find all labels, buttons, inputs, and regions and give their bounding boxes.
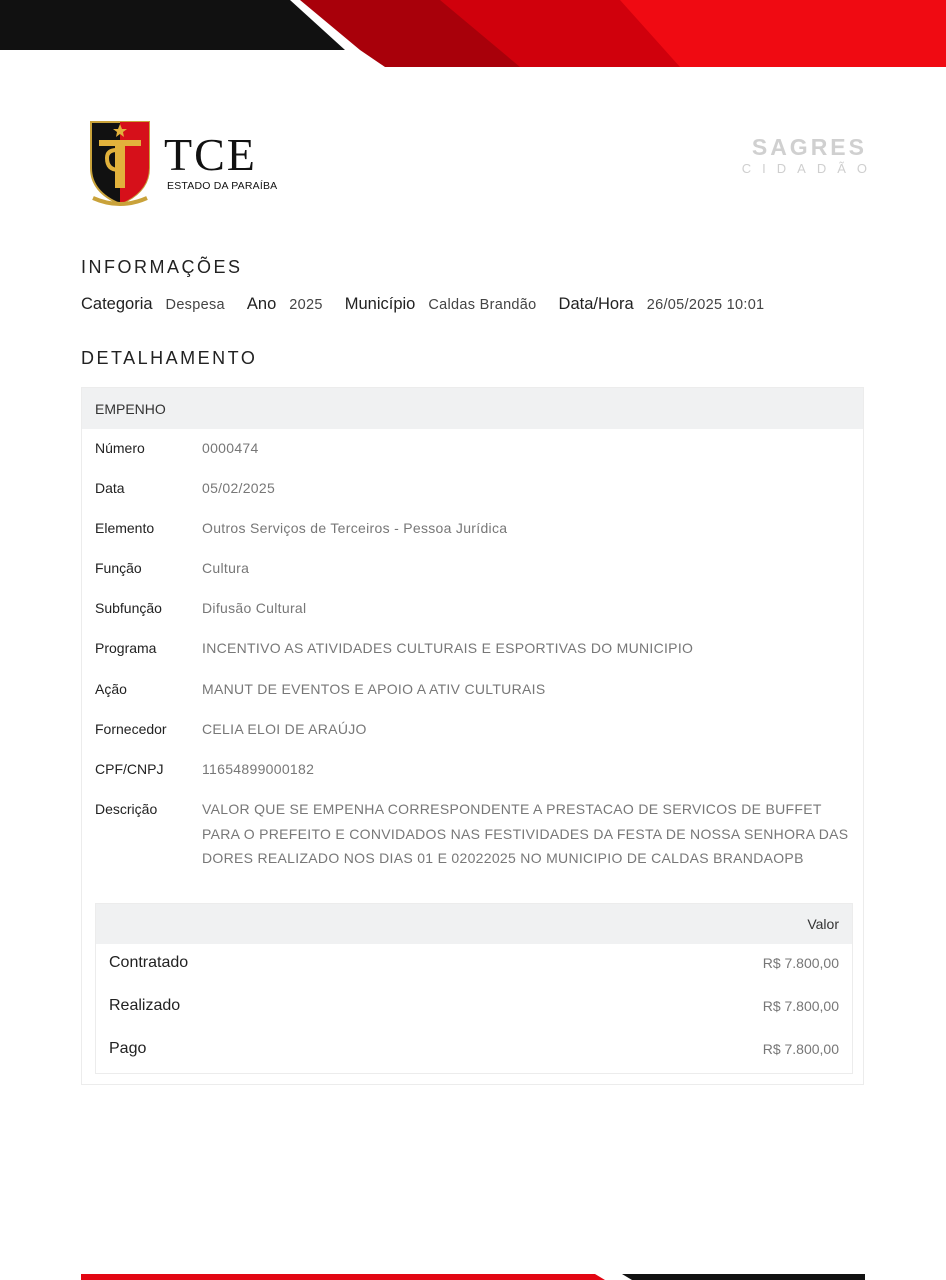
valores-table xyxy=(95,903,853,1074)
field-value: MANUT DE EVENTOS E APOIO A ATIV CULTURAIS xyxy=(202,681,546,697)
valor-label-contratado: Contratado xyxy=(109,954,189,971)
section-title-informacoes: INFORMAÇÕES xyxy=(81,257,243,277)
table-row xyxy=(96,1030,852,1070)
info-label-data-hora: Data/Hora xyxy=(558,295,634,313)
field-value: 05/02/2025 xyxy=(202,480,276,496)
table-row xyxy=(96,944,852,984)
field-value: VALOR QUE SE EMPENHA CORRESPONDENTE A PRESTACAO DE SERVICOS DE BUFFET PARA O PREFEITO E CONVIDADOS NAS FESTIVIDADES DA FESTA DE NOSSA SENHORA DAS DORES REALIZADO NOS DIAS 01 E 02022025 NO MUNICIPIO DE CALDAS BRANDAOPB xyxy=(202,801,849,866)
field-value: Cultura xyxy=(202,560,250,576)
field-value: INCENTIVO AS ATIVIDADES CULTURAIS E ESPORTIVAS DO MUNICIPIO xyxy=(202,640,694,656)
field-label: CPF/CNPJ xyxy=(95,761,164,777)
info-label-municipio: Município xyxy=(344,295,416,313)
valor-value-contratado: R$ 7.800,00 xyxy=(762,955,839,971)
info-value-municipio: Caldas Brandão xyxy=(428,297,537,313)
info-value-data-hora: 26/05/2025 10:01 xyxy=(646,297,765,313)
tce-title: TCE xyxy=(164,129,257,180)
field-label: Fornecedor xyxy=(95,721,167,737)
info-value-categoria: Despesa xyxy=(165,297,225,313)
valor-label-realizado: Realizado xyxy=(109,997,181,1014)
field-label: Descrição xyxy=(95,801,158,817)
field-value: 11654899000182 xyxy=(202,761,315,777)
field-label: Ação xyxy=(95,681,127,697)
tce-crest-logo xyxy=(87,118,153,208)
field-value: Outros Serviços de Terceiros - Pessoa Jurídica xyxy=(202,520,508,536)
field-label: Subfunção xyxy=(95,600,162,616)
bottom-banner xyxy=(0,1268,946,1280)
sagres-title: SAGRES xyxy=(751,134,867,160)
info-label-categoria: Categoria xyxy=(81,295,153,313)
sagres-logo xyxy=(741,134,878,178)
valor-label-pago: Pago xyxy=(109,1040,147,1057)
section-title-detalhamento: DETALHAMENTO xyxy=(81,348,258,368)
info-value-ano: 2025 xyxy=(289,297,323,313)
sagres-subtitle: CIDADÃO xyxy=(741,161,878,176)
valores-table-header xyxy=(96,904,852,944)
top-banner xyxy=(0,0,946,70)
header xyxy=(87,118,878,213)
valores-column-header: Valor xyxy=(807,916,839,932)
field-label: Programa xyxy=(95,640,157,656)
valor-value-realizado: R$ 7.800,00 xyxy=(762,998,839,1014)
empenho-panel xyxy=(81,387,864,1085)
field-value: 0000474 xyxy=(202,440,259,456)
field-label: Data xyxy=(95,480,125,496)
empenho-panel-header: EMPENHO xyxy=(82,388,863,429)
field-value: Difusão Cultural xyxy=(202,600,307,616)
field-label: Função xyxy=(95,560,142,576)
valor-value-pago: R$ 7.800,00 xyxy=(762,1041,839,1057)
info-label-ano: Ano xyxy=(246,295,277,313)
table-row xyxy=(96,987,852,1027)
info-row xyxy=(81,295,786,314)
tce-subtitle: ESTADO DA PARAÍBA xyxy=(167,180,278,192)
field-label: Número xyxy=(95,440,145,456)
field-value: CELIA ELOI DE ARAÚJO xyxy=(202,721,367,737)
field-label: Elemento xyxy=(95,520,155,536)
